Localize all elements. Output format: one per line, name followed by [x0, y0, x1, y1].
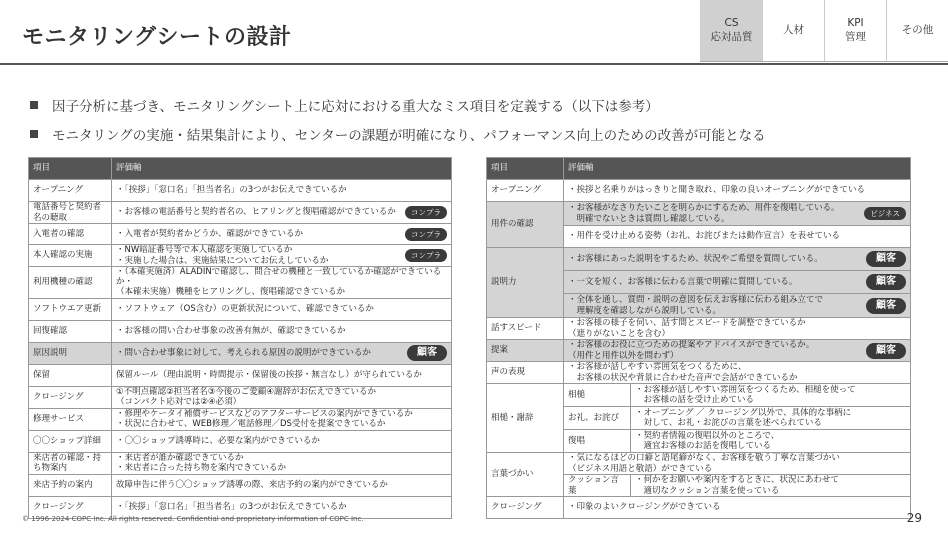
row-item: 入電者の確認: [29, 224, 112, 245]
row-criterion: 保留ルール（理由説明・時間提示・保留後の挨拶・無言なし）が守られているか: [116, 369, 422, 380]
row-criterion: ・「挨拶」「窓口名」「担当者名」の3つがお伝えできているか: [116, 501, 347, 512]
row-criterion: ・（本確実施済）ALADINで確認し、問合せの機種と一致しているか確認ができているか・ （本確未実施）機種をヒアリングし、復唱確認できているか: [116, 267, 442, 298]
table-row: [487, 340, 911, 362]
row-item: 修理サービス: [29, 408, 112, 430]
row-criterion: ・お客様のお役に立つための提案やアドバイスができているか。 （用件と用件以外を問わず）: [568, 340, 815, 361]
bullet-item: 因子分析に基づき、モニタリングシート上に応対における重大なミス項目を定義する（以下は参考）: [30, 95, 766, 115]
row-criterion: ・お客様が話しやすい雰囲気をつくるために、 お客様の状況や背景に合わせた音声で会話ができているか: [564, 362, 911, 384]
category-badge: 顧客: [866, 251, 906, 267]
row-criterion: ・お客様の問い合わせ事象の改善有無が、確認できているか: [116, 325, 346, 336]
row-item: クロージング: [29, 386, 112, 408]
tab-cs-quality[interactable]: CS 応対品質: [700, 0, 762, 61]
row-subitem: クッション言葉: [564, 475, 631, 497]
row-criterion: ・気になるほどの口癖と語尾癖がなく、お客様を敬う丁寧な言葉づかい （ビジネス用語と敬語）ができている: [564, 453, 911, 475]
row-item: 提案: [487, 340, 564, 362]
row-item: 原因説明: [29, 342, 112, 364]
row-item: 利用機種の確認: [29, 267, 112, 299]
row-criterion: ・来店者が誰か確認できているか ・来店者に合った持ち物を案内できているか: [116, 452, 287, 474]
row-item: 〇〇ショップ詳細: [29, 430, 112, 452]
row-criterion: ・お客様にあった説明をするため、状況やご希望を質問している。: [568, 253, 823, 264]
row-criterion: ・何かをお願いや案内をするときに、状況にあわせて 適切なクッション言葉を使っている: [631, 475, 911, 497]
bullet-list: [30, 95, 766, 153]
row-item: 言葉づかい: [487, 453, 564, 497]
table-row: [487, 248, 911, 271]
row-item: 声の表現: [487, 362, 564, 384]
table-row: [29, 386, 452, 408]
row-criterion: ・お客様の様子を伺い、話す間とスピードを調整できているか （遮りがないことを含む）: [564, 318, 911, 340]
page-title: モニタリングシートの設計: [22, 25, 292, 50]
row-criterion: ・オープニング ／ クロージング以外で、具体的な事柄に 対して、お礼・お詫びの言葉を述べられている: [631, 407, 911, 430]
table-row: [29, 267, 452, 299]
category-badge: コンプラ: [405, 228, 447, 241]
table-row: [29, 408, 452, 430]
table-row: [29, 342, 452, 364]
tab-human-resources[interactable]: 人材: [762, 0, 824, 61]
row-item: 本人確認の実施: [29, 245, 112, 267]
table-row: [487, 202, 911, 226]
table-row: [29, 224, 452, 245]
table-row: [487, 384, 911, 407]
row-criterion: ・〇〇ショップ誘導時に、必要な案内ができているか: [116, 435, 320, 446]
row-item: 用件の確認: [487, 202, 564, 248]
row-criterion: ・ソフトウェア（OS含む）の更新状況について、確認できているか: [116, 303, 374, 314]
page-number: 29: [906, 511, 922, 525]
row-criterion: ・一文を短く、お客様に伝わる言葉で明確に質問している。: [568, 276, 798, 287]
row-criterion: ・お客様の電話番号と契約者名の、ヒアリングと復唱確認ができているか: [116, 207, 396, 218]
table-row: [29, 474, 452, 496]
row-criterion: ・用件を受け止める姿勢（お礼、お詫びまたは動作宣言）を表せている: [564, 226, 911, 248]
table-row: [487, 453, 911, 475]
category-badge: ビジネス: [864, 207, 906, 220]
row-item: 電話番号と契約者名の聴取: [29, 202, 112, 224]
tab-kpi-management[interactable]: KPI 管理: [824, 0, 886, 61]
row-item: ソフトウエア更新: [29, 298, 112, 320]
row-criterion: 故障申告に伴う〇〇ショップ誘導の際、来店予約の案内ができているか: [116, 479, 388, 490]
row-criterion: ・印象のよいクロージングができている: [564, 497, 911, 519]
row-item: 保留: [29, 364, 112, 386]
title-divider: [0, 63, 948, 65]
row-item: オープニング: [487, 180, 564, 202]
category-badge: コンプラ: [405, 249, 447, 262]
category-badge: コンプラ: [405, 206, 447, 219]
header-item: 項目: [29, 158, 112, 180]
table-row: [29, 245, 452, 267]
left-monitoring-table: [28, 157, 452, 519]
row-item: 説明力: [487, 248, 564, 318]
row-item: 回復確認: [29, 320, 112, 342]
category-badge: 顧客: [407, 345, 447, 361]
row-criterion: ・NW暗証番号等で本人確認を実施しているか ・実施した場合は、実施結果についてお伝えしているか: [116, 245, 329, 266]
row-criterion: ・全体を通し、質問・説明の意図を伝えお客様に伝わる組み立てで 理解度を確認しながら説明している。: [568, 295, 824, 316]
table-row: [29, 364, 452, 386]
table-row: [487, 180, 911, 202]
row-criterion: ・お客様がなさりたいことを明らかにするため、用件を復唱している。 明確でないときは質問し確認している。: [568, 203, 840, 224]
row-subitem: 復唱: [564, 430, 631, 453]
table-row: [487, 318, 911, 340]
row-criterion: ・入電者が契約者かどうか、確認ができているか: [116, 228, 304, 239]
table-row: [29, 180, 452, 202]
category-badge: 顧客: [866, 343, 906, 359]
row-item: 来店予約の案内: [29, 474, 112, 496]
table-row: [487, 497, 911, 519]
square-bullet-icon: [30, 101, 38, 109]
copyright-footer: © 1996-2024 COPC Inc. All rights reserved. Confidential and proprietary information of COPC Inc.: [22, 515, 364, 523]
row-item: 相槌・謝辞: [487, 384, 564, 453]
row-criterion: ・挨拶と名乗りがはっきりと聞き取れ、印象の良いオープニングができている: [564, 180, 911, 202]
table-row: [487, 362, 911, 384]
row-item: クロージング: [487, 497, 564, 519]
row-subitem: お礼、お詫び: [564, 407, 631, 430]
table-header-row: [487, 158, 911, 180]
row-criterion: ・お客様が話しやすい雰囲気をつくるため、相槌を使って お客様の話を受け止めている: [631, 384, 911, 407]
category-tabs: [700, 0, 948, 62]
header-item: 項目: [487, 158, 564, 180]
category-badge: 顧客: [866, 298, 906, 314]
right-monitoring-table: [486, 157, 911, 519]
table-row: [29, 202, 452, 224]
header-criterion: 評価軸: [564, 158, 911, 180]
square-bullet-icon: [30, 130, 38, 138]
row-item: 来店者の確認・持ち物案内: [29, 452, 112, 474]
table-row: [29, 298, 452, 320]
row-item: 話すスピード: [487, 318, 564, 340]
row-criterion: ・問い合わせ事象に対して、考えられる原因の説明ができているか: [116, 347, 371, 358]
bullet-item: モニタリングの実施・結果集計により、センターの課題が明確になり、パフォーマンス向上のための改善が可能となる: [30, 124, 766, 144]
row-criterion: ①不明点確認②担当者名③今後のご愛顧④謝辞がお伝えできているか （コンパクト応対では②④必須）: [116, 386, 376, 408]
row-criterion: ・修理やケータイ補償サービスなどのアフターサービスの案内ができているか ・状況に合わせて、WEB修理／電話修理／DS受付を提案できているか: [116, 408, 413, 430]
row-item: クロージング: [29, 496, 112, 518]
row-criterion: ・契約者情報の復唱以外のところで、 適宜お客様のお話を復唱している: [631, 430, 911, 453]
row-subitem: 相槌: [564, 384, 631, 407]
table-row: [29, 430, 452, 452]
tab-other[interactable]: その他: [886, 0, 948, 61]
table-header-row: [29, 158, 452, 180]
row-item: オープニング: [29, 180, 112, 202]
row-criterion: ・「挨拶」「窓口名」「担当者名」の3つがお伝えできているか: [116, 185, 347, 196]
header-criterion: 評価軸: [112, 158, 452, 180]
table-row: [29, 452, 452, 474]
category-badge: 顧客: [866, 274, 906, 290]
table-row: [29, 320, 452, 342]
